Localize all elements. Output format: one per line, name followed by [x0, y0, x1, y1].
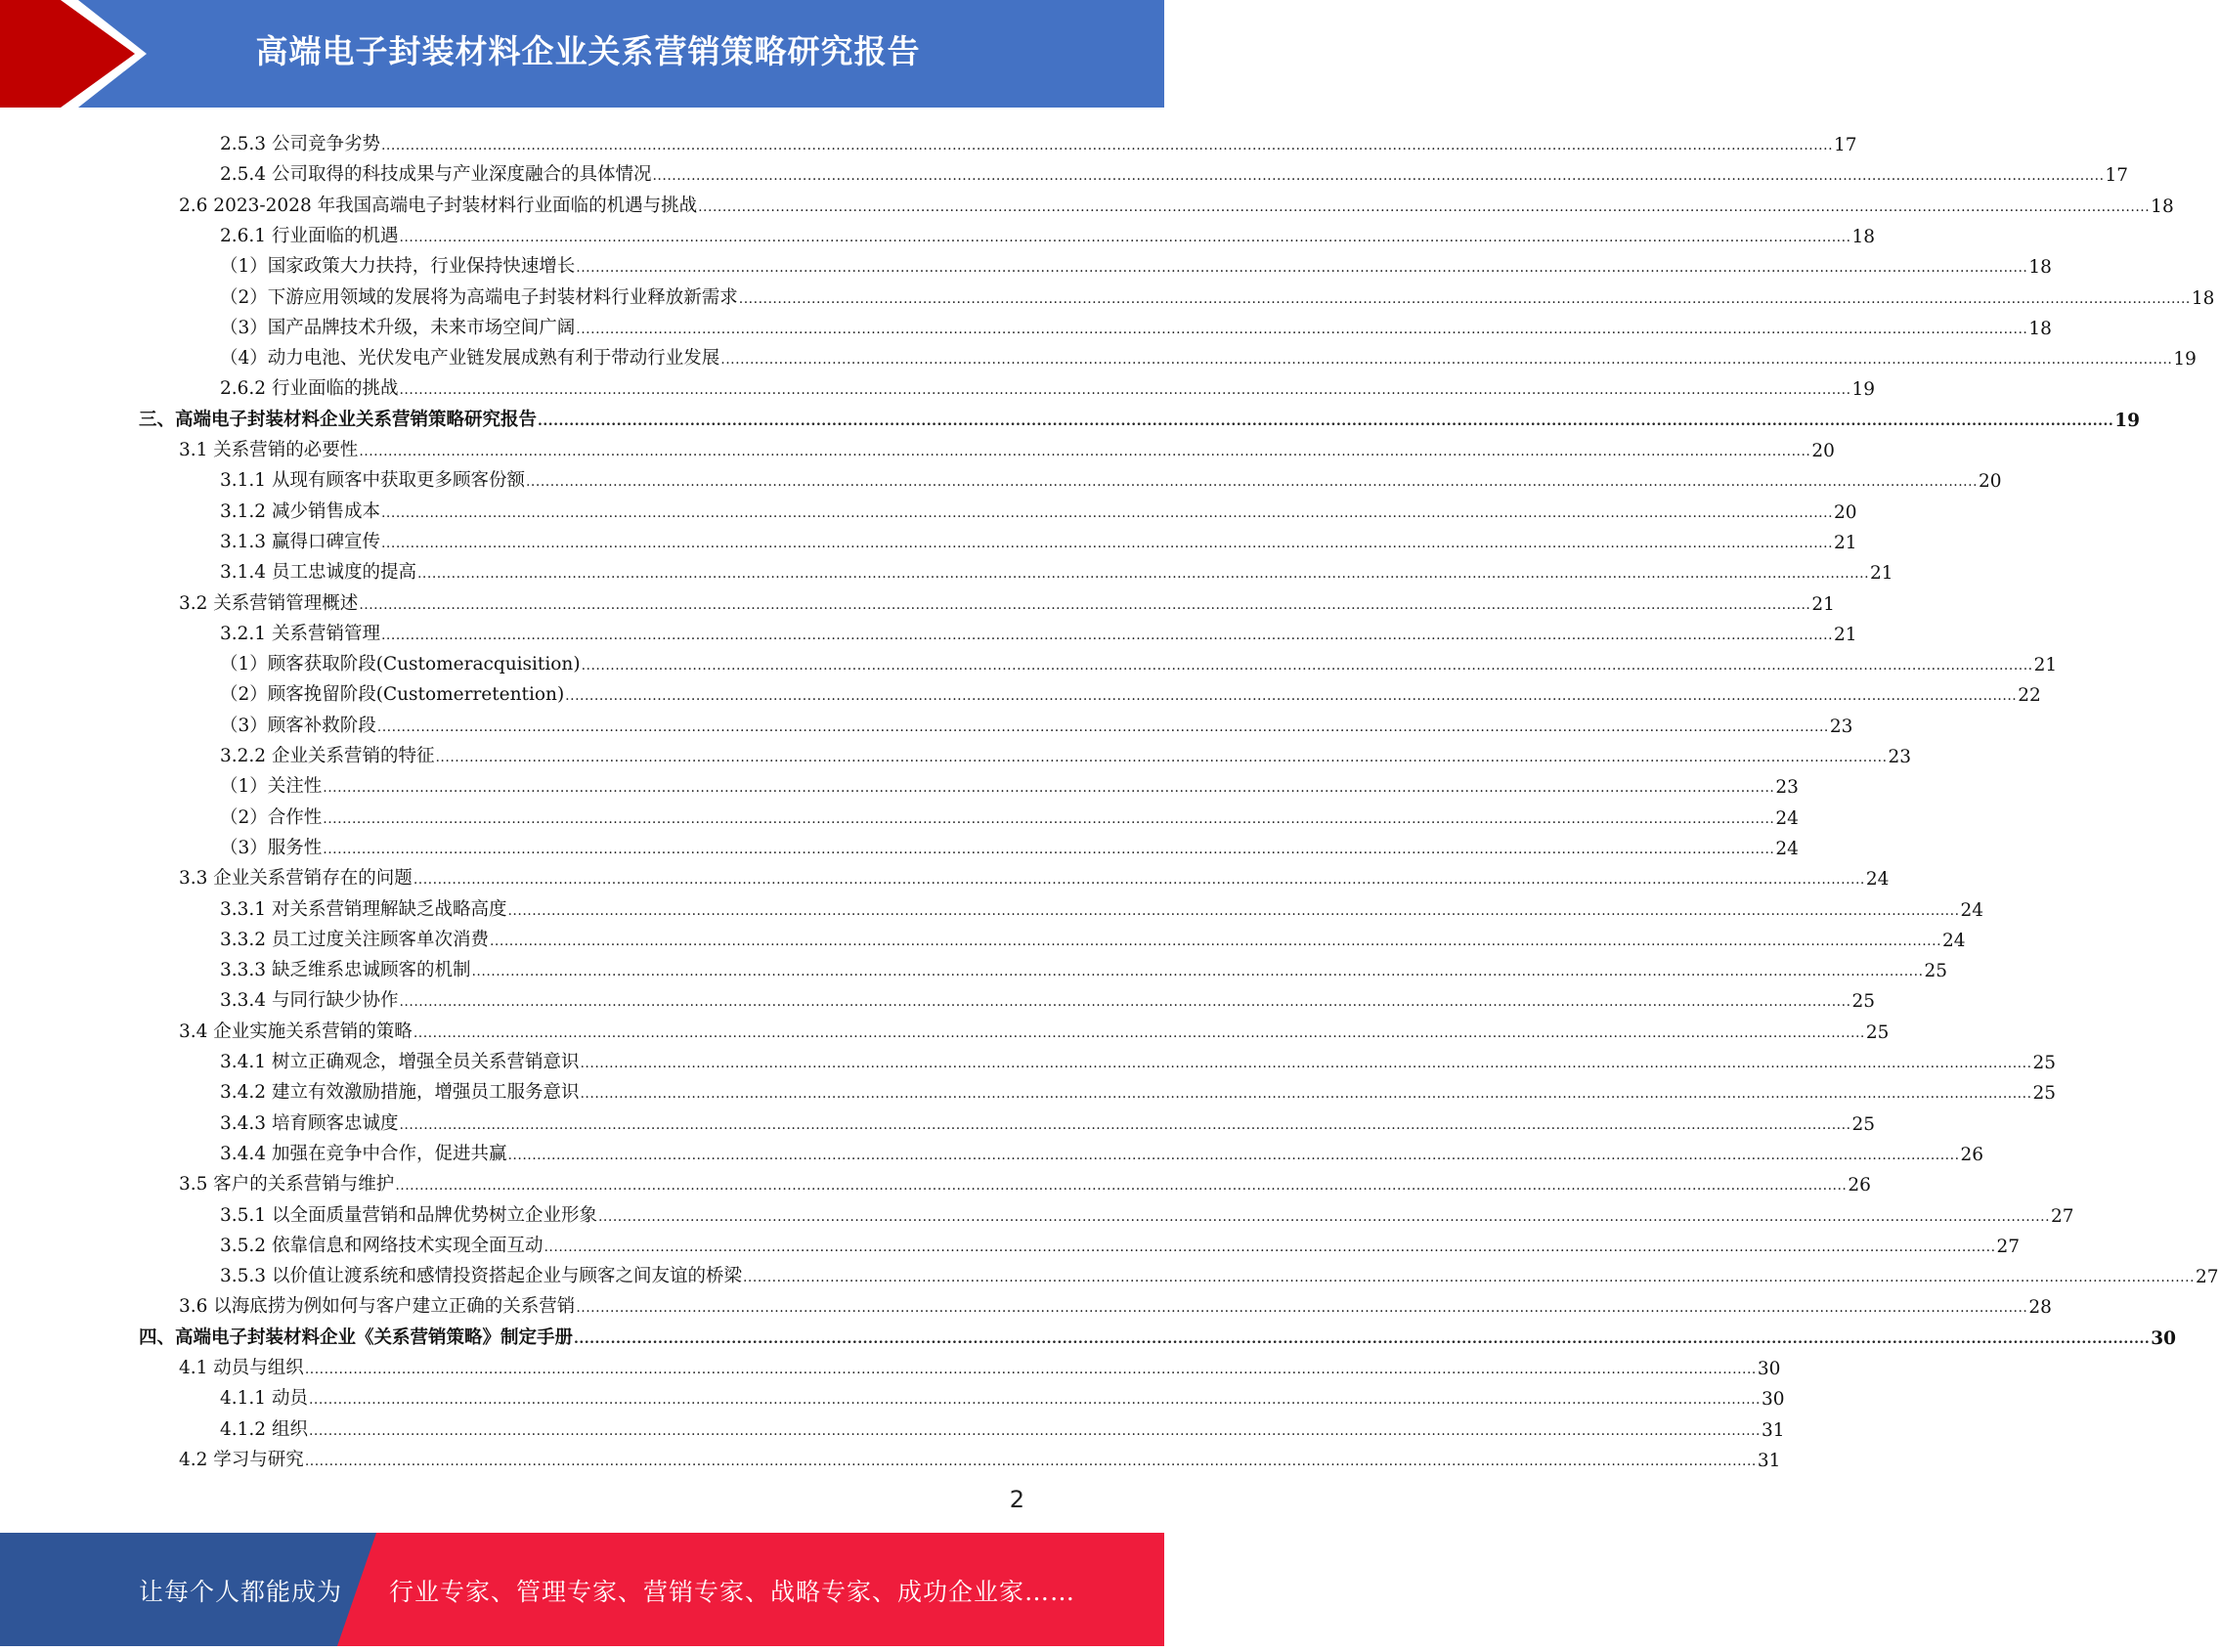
toc-entry[interactable] — [220, 675, 2041, 706]
toc-entry-page: 25 — [1924, 961, 1948, 981]
toc-entry-title: 3.3.3 缺乏维系忠诚顾客的机制 — [220, 960, 471, 980]
toc-entry[interactable] — [220, 1196, 2074, 1227]
footer-slogan-left: 让每个人都能成为 — [139, 1578, 343, 1606]
toc-entry-title: 3.4.4 加强在竞争中合作，促进共赢 — [220, 1144, 507, 1164]
toc-entry-title: 3.4.1 树立正确观念，增强全员关系营销意识 — [220, 1052, 580, 1072]
toc-entry[interactable] — [220, 279, 2215, 309]
toc-entry-title: 2.6.1 行业面临的机遇 — [220, 226, 399, 246]
toc-leader-dots: ............................................................................................................................................................................................................................................................................................................ — [323, 780, 1775, 796]
toc-entry[interactable] — [220, 707, 1853, 737]
toc-entry-page: 22 — [2018, 685, 2041, 706]
toc-leader-dots: ............................................................................................................................................................................................................................................................................................................ — [399, 230, 1851, 245]
toc-entry-page: 24 — [1775, 808, 1799, 829]
toc-entry-page: 25 — [1865, 1022, 1890, 1043]
toc-entry-title: （1）国家政策大力扶持，行业保持快速增长 — [220, 256, 576, 277]
toc-entry[interactable] — [220, 615, 1857, 645]
toc-entry[interactable] — [220, 309, 2052, 339]
page-number: 2 — [1009, 1486, 1024, 1513]
toc-entry-title: 3.2.2 企业关系营销的特征 — [220, 746, 435, 766]
toc-entry-page: 19 — [1851, 379, 1876, 400]
toc-entry[interactable] — [220, 247, 2052, 278]
toc-entry[interactable] — [179, 585, 1835, 615]
toc-entry-page: 31 — [1762, 1420, 1785, 1441]
toc-entry-page: 25 — [1851, 991, 1876, 1012]
toc-entry-title: 四、高端电子封装材料企业《关系营销策略》制定手册 — [139, 1327, 574, 1348]
toc-entry-page: 23 — [1888, 747, 1912, 767]
toc-entry[interactable] — [220, 523, 1857, 553]
toc-entry[interactable] — [220, 951, 1948, 981]
toc-leader-dots: ............................................................................................................................................................................................................................................................................................................ — [376, 719, 1829, 735]
toc-leader-dots: ............................................................................................................................................................................................................................................................................................................ — [380, 628, 1834, 643]
toc-entry-page: 27 — [2051, 1206, 2074, 1227]
toc-entry-title: 3.5.2 依靠信息和网络技术实现全面互动 — [220, 1236, 544, 1256]
toc-entry-title: 3.3.1 对关系营销理解缺乏战略高度 — [220, 899, 507, 920]
toc-entry-page: 24 — [1942, 931, 1966, 951]
toc-entry-page: 19 — [2114, 411, 2140, 431]
toc-entry[interactable] — [179, 187, 2174, 217]
toc-entry-title: 2.6 2023-2028 年我国高端电子封装材料行业面临的机遇与挑战 — [179, 196, 698, 216]
toc-entry[interactable] — [220, 125, 1857, 155]
toc-entry-title: 3.5.1 以全面质量营销和品牌优势树立企业形象 — [220, 1205, 597, 1226]
toc-entry-title: 4.1.2 组织 — [220, 1419, 308, 1440]
toc-entry-page: 17 — [2105, 165, 2129, 186]
toc-leader-dots: ............................................................................................................................................................................................................................................................................................................ — [507, 903, 1960, 919]
toc-entry-page: 21 — [1834, 533, 1857, 553]
toc-entry[interactable] — [220, 553, 1893, 584]
toc-entry[interactable] — [220, 493, 1857, 523]
toc-leader-dots: ............................................................................................................................................................................................................................................................................................................ — [580, 1086, 2032, 1102]
toc-entry-page: 25 — [2032, 1083, 2057, 1104]
toc-entry-title: 3.4.3 培育顾客忠诚度 — [220, 1113, 399, 1134]
toc-entry[interactable] — [220, 1379, 1785, 1410]
toc-entry-page: 20 — [1834, 502, 1857, 523]
toc-entry-title: （2）顾客挽留阶段(Customerretention) — [220, 684, 565, 705]
toc-entry-page: 24 — [1775, 839, 1799, 859]
toc-entry-title: 2.6.2 行业面临的挑战 — [220, 378, 399, 399]
toc-leader-dots: ............................................................................................................................................................................................................................................................................................................ — [489, 934, 1942, 949]
toc-leader-dots: ............................................................................................................................................................................................................................................................................................................ — [413, 872, 1865, 888]
toc-entry[interactable] — [220, 339, 2197, 370]
toc-entry-title: （3）顾客补救阶段 — [220, 716, 376, 736]
page-header — [0, 0, 1164, 108]
toc-leader-dots: ............................................................................................................................................................................................................................................................................................................ — [399, 382, 1851, 398]
toc-entry-title: 3.3 企业关系营销存在的问题 — [179, 868, 413, 889]
toc-leader-dots: ............................................................................................................................................................................................................................................................................................................ — [538, 413, 2114, 429]
toc-entry-title: 3.6 以海底捞为例如何与客户建立正确的关系营销 — [179, 1296, 576, 1317]
toc-entry[interactable] — [220, 1135, 1984, 1165]
toc-leader-dots: ............................................................................................................................................................................................................................................................................................................ — [308, 1423, 1762, 1439]
toc-entry-title: 3.3.2 员工过度关注顾客单次消费 — [220, 930, 489, 950]
toc-entry-page: 23 — [1829, 717, 1853, 737]
toc-leader-dots: ............................................................................................................................................................................................................................................................................................................ — [597, 1209, 2051, 1225]
toc-entry[interactable] — [139, 401, 2140, 431]
toc-entry[interactable] — [220, 1043, 2057, 1073]
toc-entry[interactable] — [139, 1319, 2176, 1349]
toc-entry[interactable] — [220, 921, 1966, 951]
toc-entry[interactable] — [220, 370, 1876, 400]
toc-entry-title: 3.5.3 以价值让渡系统和感情投资搭起企业与顾客之间友谊的桥梁 — [220, 1266, 742, 1286]
toc-entry[interactable] — [220, 1105, 1876, 1135]
toc-entry[interactable] — [220, 155, 2129, 186]
toc-leader-dots: ............................................................................................................................................................................................................................................................................................................ — [323, 811, 1775, 827]
toc-entry-page: 20 — [1811, 441, 1835, 461]
toc-entry[interactable] — [220, 737, 1912, 767]
toc-leader-dots: ............................................................................................................................................................................................................................................................................................................ — [380, 138, 1834, 153]
toc-leader-dots: ............................................................................................................................................................................................................................................................................................................ — [742, 1270, 2196, 1285]
toc-leader-dots: ............................................................................................................................................................................................................................................................................................................ — [471, 964, 1924, 979]
toc-entry[interactable] — [179, 1165, 1871, 1196]
toc-entry-title: （3）国产品牌技术升级，未来市场空间广阔 — [220, 318, 576, 338]
toc-entry-page: 26 — [1960, 1145, 1984, 1165]
toc-leader-dots: ............................................................................................................................................................................................................................................................................................................ — [720, 352, 2173, 368]
toc-leader-dots: ............................................................................................................................................................................................................................................................................................................ — [395, 1178, 1848, 1194]
toc-entry[interactable] — [179, 1013, 1890, 1043]
toc-entry-page: 25 — [1851, 1114, 1876, 1135]
toc-leader-dots: ............................................................................................................................................................................................................................................................................................................ — [544, 1239, 1996, 1255]
toc-entry-page: 27 — [1996, 1237, 2021, 1257]
toc-entry[interactable] — [179, 431, 1835, 461]
toc-entry-page: 31 — [1757, 1451, 1781, 1471]
toc-entry[interactable] — [220, 1411, 1785, 1441]
toc-entry[interactable] — [179, 1287, 2052, 1318]
toc-entry-title: 3.1.1 从现有顾客中获取更多顾客份额 — [220, 470, 525, 491]
toc-entry-page: 23 — [1775, 777, 1799, 798]
toc-entry-page: 18 — [1851, 227, 1876, 247]
toc-entry-title: 4.2 学习与研究 — [179, 1450, 304, 1470]
toc-leader-dots: ............................................................................................................................................................................................................................................................................................................ — [359, 444, 1811, 459]
toc-leader-dots: ............................................................................................................................................................................................................................................................................................................ — [738, 291, 2191, 307]
toc-entry[interactable] — [220, 645, 2058, 675]
toc-entry[interactable] — [220, 981, 1876, 1012]
toc-leader-dots: ............................................................................................................................................................................................................................................................................................................ — [652, 168, 2105, 184]
toc-leader-dots: ............................................................................................................................................................................................................................................................................................................ — [576, 260, 2028, 276]
toc-leader-dots: ............................................................................................................................................................................................................................................................................................................ — [576, 1300, 2028, 1316]
toc-entry-title: 4.1.1 动员 — [220, 1388, 308, 1409]
toc-leader-dots: ............................................................................................................................................................................................................................................................................................................ — [576, 322, 2028, 337]
toc-entry-title: 3.2 关系营销管理概述 — [179, 593, 359, 614]
toc-entry[interactable] — [220, 217, 1876, 247]
toc-entry-title: （2）下游应用领域的发展将为高端电子封装材料行业释放新需求 — [220, 287, 738, 308]
toc-entry-title: （1）顾客获取阶段(Customeracquisition) — [220, 654, 581, 674]
toc-entry-page: 21 — [1870, 563, 1893, 584]
toc-leader-dots: ............................................................................................................................................................................................................................................................................................................ — [507, 1148, 1960, 1163]
toc-entry-page: 27 — [2196, 1267, 2219, 1287]
toc-entry-title: 3.4.2 建立有效激励措施，增强员工服务意识 — [220, 1082, 580, 1103]
footer-slogan-right: 行业专家、管理专家、营销专家、战略专家、成功企业家…… — [389, 1578, 1076, 1606]
toc-entry-page: 30 — [1762, 1389, 1785, 1410]
toc-entry-title: （3）服务性 — [220, 838, 323, 858]
toc-leader-dots: ............................................................................................................................................................................................................................................................................................................ — [574, 1331, 2151, 1347]
toc-entry-title: 3.5 客户的关系营销与维护 — [179, 1174, 395, 1195]
toc-entry[interactable] — [220, 829, 1799, 859]
toc-entry-title: 3.1.2 减少销售成本 — [220, 501, 380, 522]
toc-leader-dots: ............................................................................................................................................................................................................................................................................................................ — [413, 1025, 1865, 1041]
toc-leader-dots: ............................................................................................................................................................................................................................................................................................................ — [304, 1362, 1757, 1377]
toc-entry-title: 4.1 动员与组织 — [179, 1358, 304, 1378]
toc-entry[interactable] — [220, 891, 1984, 921]
toc-entry-title: 三、高端电子封装材料企业关系营销策略研究报告 — [139, 410, 538, 430]
toc-entry-page: 25 — [2032, 1053, 2057, 1073]
toc-leader-dots: ............................................................................................................................................................................................................................................................................................................ — [698, 199, 2151, 215]
toc-entry-title: 3.4 企业实施关系营销的策略 — [179, 1022, 413, 1042]
toc-entry-page: 30 — [2151, 1328, 2176, 1349]
page-footer — [0, 1533, 1164, 1646]
toc-leader-dots: ............................................................................................................................................................................................................................................................................................................ — [359, 597, 1811, 613]
toc-entry-page: 28 — [2028, 1297, 2052, 1318]
toc-leader-dots: ............................................................................................................................................................................................................................................................................................................ — [399, 1117, 1851, 1133]
toc-entry-title: （1）关注性 — [220, 776, 323, 797]
toc-entry-title: 2.5.4 公司取得的科技成果与产业深度融合的具体情况 — [220, 164, 652, 185]
toc-entry-page: 21 — [1834, 625, 1857, 645]
toc-entry-title: （4）动力电池、光伏发电产业链发展成熟有利于带动行业发展 — [220, 348, 720, 369]
toc-entry-title: 2.5.3 公司竞争劣势 — [220, 134, 380, 154]
toc-entry-title: 3.1.3 赢得口碑宣传 — [220, 532, 380, 552]
toc-leader-dots: ............................................................................................................................................................................................................................................................................................................ — [435, 750, 1888, 765]
toc-entry-page: 20 — [1979, 471, 2002, 492]
toc-entry-title: 3.2.1 关系营销管理 — [220, 624, 380, 644]
toc-entry[interactable] — [179, 1349, 1781, 1379]
toc-leader-dots: ............................................................................................................................................................................................................................................................................................................ — [580, 1056, 2032, 1071]
toc-entry-title: （2）合作性 — [220, 807, 323, 828]
toc-leader-dots: ............................................................................................................................................................................................................................................................................................................ — [581, 658, 2033, 674]
toc-entry-page: 30 — [1757, 1359, 1781, 1379]
toc-leader-dots: ............................................................................................................................................................................................................................................................................................................ — [308, 1392, 1762, 1408]
toc-entry[interactable] — [220, 461, 2002, 492]
toc-entry-page: 21 — [2033, 655, 2058, 675]
toc-entry[interactable] — [179, 859, 1890, 890]
toc-entry[interactable] — [179, 1441, 1781, 1471]
toc-leader-dots: ............................................................................................................................................................................................................................................................................................................ — [304, 1454, 1757, 1469]
toc-leader-dots: ............................................................................................................................................................................................................................................................................................................ — [323, 842, 1775, 857]
toc-entry-title: 3.1 关系营销的必要性 — [179, 440, 359, 460]
toc-leader-dots: ............................................................................................................................................................................................................................................................................................................ — [380, 505, 1834, 521]
toc-entry-page: 24 — [1865, 869, 1890, 890]
toc-entry-page: 18 — [2028, 319, 2052, 339]
toc-leader-dots: ............................................................................................................................................................................................................................................................................................................ — [525, 474, 1979, 490]
toc-entry-page: 18 — [2191, 288, 2215, 309]
toc-entry-page: 18 — [2151, 196, 2174, 217]
toc-leader-dots: ............................................................................................................................................................................................................................................................................................................ — [380, 536, 1834, 551]
toc-entry[interactable] — [220, 1227, 2021, 1257]
toc-leader-dots: ............................................................................................................................................................................................................................................................................................................ — [565, 688, 2018, 704]
toc-entry[interactable] — [220, 1257, 2219, 1287]
toc-entry[interactable] — [220, 767, 1799, 798]
toc-entry[interactable] — [220, 1073, 2057, 1104]
toc-entry-page: 24 — [1960, 900, 1984, 921]
toc-leader-dots: ............................................................................................................................................................................................................................................................................................................ — [399, 994, 1851, 1010]
toc-entry[interactable] — [220, 799, 1799, 829]
toc-entry-page: 21 — [1811, 594, 1835, 615]
toc-entry-page: 17 — [1834, 135, 1857, 155]
toc-entry-page: 26 — [1848, 1175, 1871, 1196]
toc-entry-title: 3.1.4 员工忠诚度的提高 — [220, 562, 416, 583]
toc-entry-page: 19 — [2173, 349, 2197, 370]
toc-entry-title: 3.3.4 与同行缺少协作 — [220, 990, 399, 1011]
toc-leader-dots: ............................................................................................................................................................................................................................................................................................................ — [416, 566, 1870, 582]
toc-entry-page: 18 — [2028, 257, 2052, 278]
page-title: 高端电子封装材料企业关系营销策略研究报告 — [255, 32, 921, 70]
